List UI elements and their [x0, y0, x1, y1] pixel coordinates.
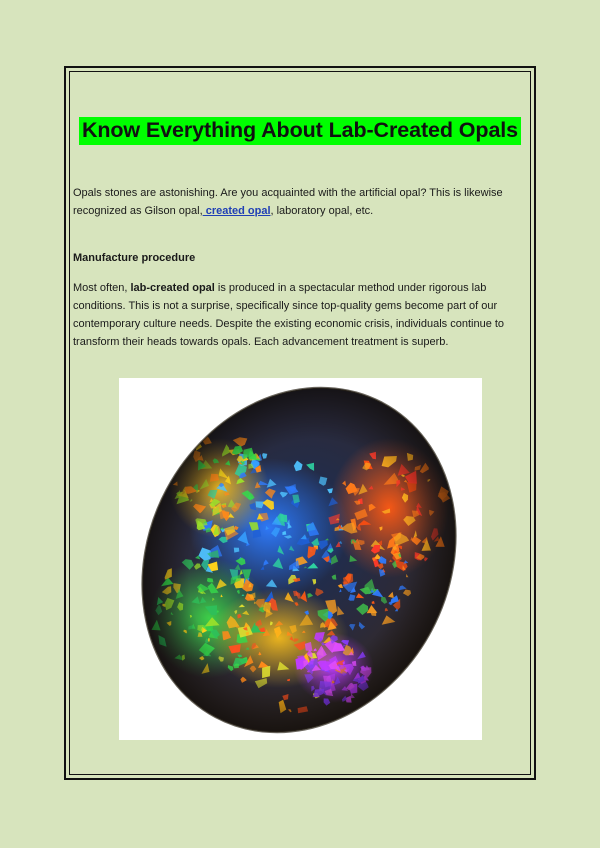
page-title: Know Everything About Lab-Created Opals [79, 117, 521, 145]
intro-text-end: , laboratory opal, etc. [270, 205, 374, 217]
section-text-rest: is produced in a spectacular method under rigorous lab conditions. This is not a surprise, specifically since top-quality gems become part of our contemporary culture needs. Despite the existing economic crisis, individuals continue to transform their heads towards opals. Each advancement treatment is superb. [73, 282, 505, 348]
lab-created-opal-bold: lab-created opal [130, 282, 215, 294]
intro-paragraph [73, 184, 529, 220]
section-text-start: Most often, [73, 282, 131, 294]
section-heading: Manufacture procedure [73, 252, 196, 264]
created-opal-link[interactable]: created opal [202, 205, 271, 217]
opal-gemstone-picture [119, 378, 482, 740]
opal-image [119, 378, 482, 740]
title-wrapper [0, 117, 600, 145]
section-paragraph [73, 279, 529, 351]
intro-text: Opals stones are astonishing. Are you acquainted with the artificial opal? This is likewise recognized as Gilson opal, [73, 187, 503, 217]
